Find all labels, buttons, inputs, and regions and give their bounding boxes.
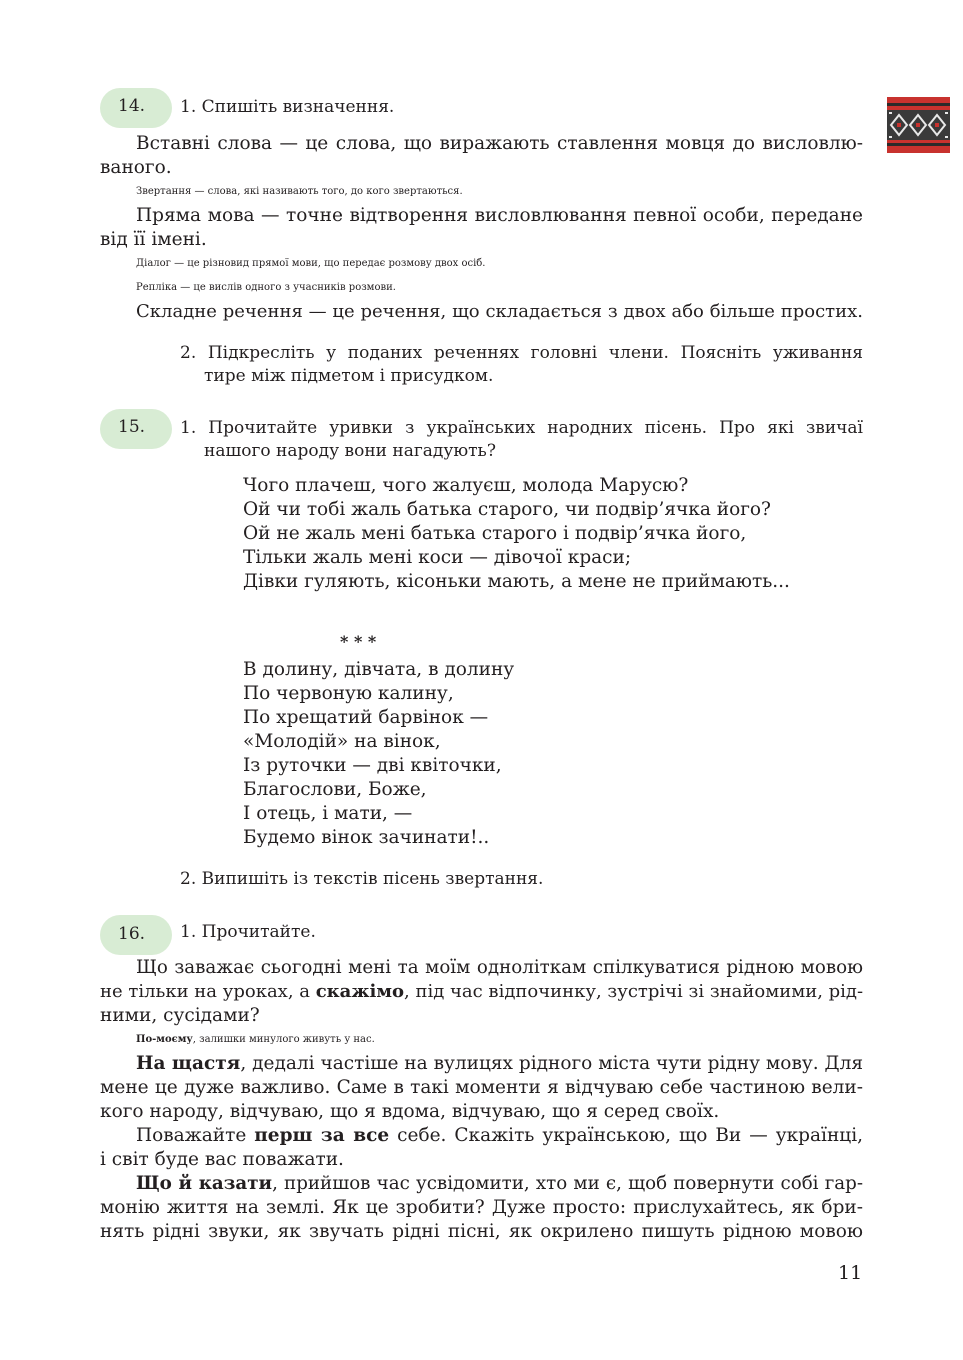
embroidery-ornament-icon (887, 97, 950, 153)
exercise-number: 16. (118, 924, 146, 944)
task-instruction: 2. Підкресліть у поданих реченнях головні члени. Поясніть уживання (180, 343, 863, 363)
page-number: 11 (838, 1262, 863, 1284)
paragraph-line (136, 1052, 863, 1076)
definition-line: Звертання — слова, які називають того, до кого звертаються. (136, 186, 463, 197)
text-run: , дедалі частіше на вулицях рідного міста чути рідну мову. Для (240, 1053, 863, 1074)
song-line: «Молодій» на вінок, (243, 731, 441, 752)
task-instruction: нашого народу вони нагадують? (204, 441, 496, 461)
song-line: Благослови, Боже, (243, 779, 427, 800)
song-line: Ой не жаль мені батька старого і подвір’ячка його, (243, 523, 747, 544)
song-line: В долину, дівчата, в долину (243, 659, 515, 680)
bold-text: По-моєму (136, 1034, 193, 1045)
paragraph-line (100, 980, 863, 1004)
paragraph-line (136, 1172, 863, 1196)
song-line: Дівки гуляють, кісоньки мають, а мене не приймають... (243, 571, 790, 592)
song-line: По хрещатий барвінок — (243, 707, 489, 728)
song-line: І отець, і мати, — (243, 803, 413, 824)
song-line: По червоную калину, (243, 683, 454, 704)
song-line: Чого плачеш, чого жалуєш, молода Марусю? (243, 475, 689, 496)
song-line: Тільки жаль мені коси — дівочої краси; (243, 547, 632, 568)
exercise-number: 15. (118, 417, 146, 437)
paragraph-line: Що заважає сьогодні мені та моїм одноліткам спілкуватися рідною мовою (136, 957, 863, 978)
definition-line: Репліка — це вислів одного з учасників розмови. (136, 282, 396, 293)
definition-line: Вставні слова — це слова, що виражають ставлення мовця до висловлю- (136, 133, 863, 154)
paragraph-line (136, 1124, 863, 1148)
task-instruction: 2. Випишіть із текстів пісень звертання. (180, 869, 544, 889)
exercise-number-badge (100, 915, 172, 955)
text-run: , залишки минулого живуть у нас. (192, 1034, 375, 1045)
paragraph-line: мене це дуже важливо. Саме в такі моменти я відчуваю себе частиною вели- (100, 1077, 863, 1098)
paragraph-line: ними, сусідами? (100, 1005, 260, 1026)
definition-line: Складне речення — це речення, що складається з двох або більше простих. (136, 301, 863, 322)
exercise-number-badge (100, 88, 172, 128)
bold-text: Що й казати (136, 1173, 273, 1194)
definition-line: Пряма мова — точне відтворення висловлювання певної особи, передане (136, 205, 863, 226)
bold-text: На щастя (136, 1053, 241, 1074)
bold-text: перш за все (254, 1125, 390, 1146)
text-run: , прийшов час усвідомити, хто ми є, щоб повернути собі гар- (272, 1173, 863, 1194)
paragraph-line: і світ буде вас поважати. (100, 1149, 344, 1170)
text-run: не тільки на уроках, а (100, 981, 316, 1002)
paragraph-line: кого народу, відчуваю, що я вдома, відчуваю, що я серед своїх. (100, 1101, 720, 1122)
task-instruction: 1. Спишіть визначення. (180, 97, 395, 117)
definition-line: від її імені. (100, 229, 207, 250)
song-line: Із руточки — дві квіточки, (243, 755, 502, 776)
exercise-number: 14. (118, 96, 146, 116)
verse-separator: * * * (340, 632, 377, 651)
definition-line: ваного. (100, 157, 172, 178)
song-line: Ой чи тобі жаль батька старого, чи подвір’ячка його? (243, 499, 771, 520)
text-run: себе. Скажіть українською, що Ви — українці, (389, 1125, 863, 1146)
exercise-number-badge (100, 409, 172, 449)
song-line: Будемо вінок зачинати!.. (243, 827, 490, 848)
text-run: , під час відпочинку, зустрічі зі знайомими, рід- (404, 981, 864, 1002)
paragraph-line: монію життя на землі. Як це зробити? Дуже просто: прислухайтесь, як бри- (100, 1197, 863, 1218)
task-instruction: 1. Прочитайте уривки з українських народних пісень. Про які звичаї (180, 418, 863, 438)
definition-line: Діалог — це різновид прямої мови, що передає розмову двох осіб. (136, 258, 486, 269)
task-instruction: 1. Прочитайте. (180, 922, 316, 942)
paragraph-line: нять рідні звуки, як звучать рідні пісні, як окрилено пишуть рідною мовою (100, 1221, 863, 1242)
text-run: Поважайте (136, 1125, 255, 1146)
bold-text: скажімо (315, 981, 404, 1002)
paragraph-line (136, 1028, 899, 1052)
task-instruction: тире між підметом і присудком. (204, 366, 494, 386)
